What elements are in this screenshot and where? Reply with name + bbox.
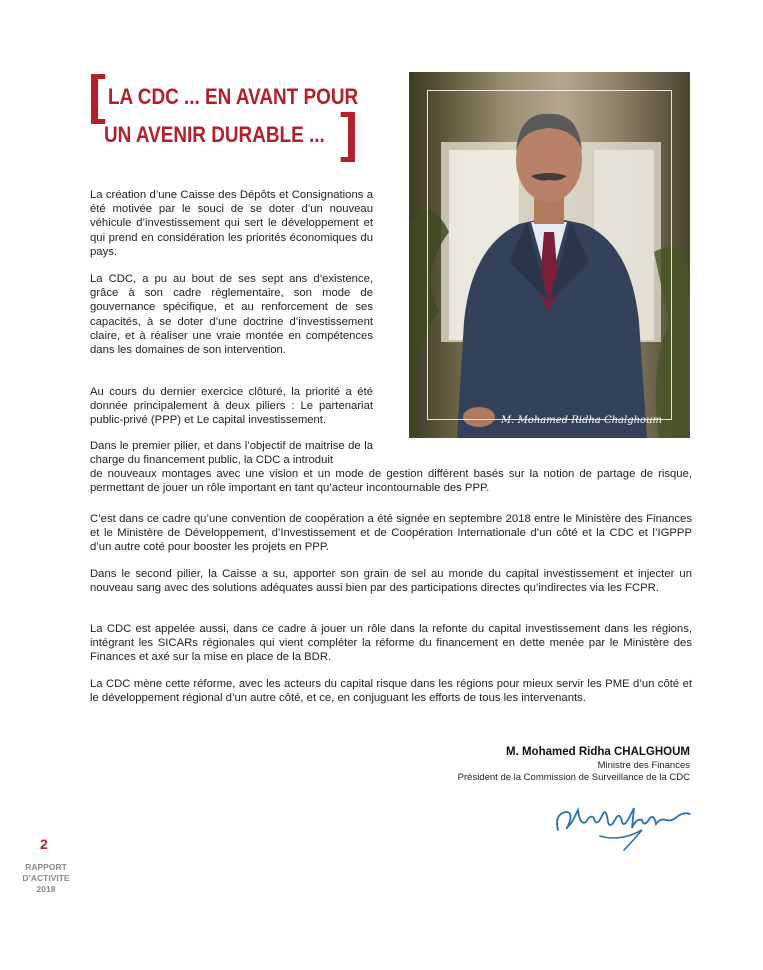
page-title-line-1: LA CDC ... EN AVANT POUR: [108, 84, 359, 109]
title-block: [88, 65, 388, 163]
paragraph-2: La CDC, a pu au bout de ses sept ans d’existence, grâce à son cadre règlementaire, son mode de gouvernance spécifique, et au renforcement de ses capacités, à se doter d’une doctrine d’investissement claire, et à réaliser une vraie montée en compétences dans les domaines de son intervention.: [90, 273, 373, 357]
signatory-role: Ministre des Finances: [597, 760, 690, 771]
handwritten-signature: [550, 792, 695, 852]
footer-line-2: D’ACTIVITE: [22, 873, 70, 883]
paragraph-1: La création d’une Caisse des Dépôts et Consignations a été motivée par le souci de se doter d’un nouveau véhicule d’investissement qui sert le développement et qui prend en considération les priorités économiques du pays.: [90, 189, 373, 258]
paragraph-6: Dans le second pilier, la Caisse a su, apporter son grain de sel au monde du capital investissement et injecter un nouveau sang avec des solutions adéquates aussi bien par des participations directes qu’indirectes via les FCPR.: [90, 568, 692, 595]
footer-line-1: RAPPORT: [25, 862, 67, 872]
minister-portrait: [409, 72, 690, 438]
title-bracket-close: ]: [340, 103, 358, 163]
paragraph-8: La CDC mène cette réforme, avec les acteurs du capital risque dans les régions pour mieux servir les PME d’un côté et le développement régional d’un autre côté, et ce, en conjuguant les efforts de tous les intervenants.: [90, 678, 692, 705]
footer-line-3: 2018: [36, 884, 56, 894]
title-bracket-open: [: [88, 65, 106, 125]
paragraph-4-end: de nouveaux montages avec une vision et un mode de gestion différent basés sur la notion de partage de risque, permettant de jouer un rôle important en tant qu’acteur incontournable des PPP.: [90, 468, 692, 495]
paragraph-7: La CDC est appelée aussi, dans ce cadre à jouer un rôle dans la refonte du capital investissement dans les régions, intégrant les SICARs régionales qui vient compléter la réforme du financement en dette menée par le Ministère des Finances et axé sur la mise en place de la BDR.: [90, 623, 692, 664]
paragraph-5: C’est dans ce cadre qu’une convention de coopération a été signée en septembre 2018 entre le Ministère des Finances et le Ministère de Développement, d’Investissement et de Coopération Internationale d’un côté et la CDC et l’IGPPP d’un autre coté pour booster les projets en PPP.: [90, 513, 692, 554]
page-title-line-2: UN AVENIR DURABLE ...: [104, 122, 325, 147]
signatory-name: M. Mohamed Ridha CHALGHOUM: [506, 746, 690, 758]
page-number: 2: [40, 836, 48, 852]
photo-frame: [427, 90, 672, 420]
paragraph-4-start: Dans le premier pilier, et dans l’objectif de maitrise de la charge du financement public, la CDC a introduit: [90, 440, 373, 467]
photo-caption: M. Mohamed Ridha Chalghoum: [501, 415, 662, 426]
report-footer: [22, 862, 70, 895]
paragraph-3: Au cours du dernier exercice clôturé, la priorité a été donnée principalement à deux piliers : Le partenariat public-privé (PPP) et Le capital investissement.: [90, 386, 373, 427]
signatory-presidency: Président de la Commission de Surveillance de la CDC: [457, 772, 690, 783]
